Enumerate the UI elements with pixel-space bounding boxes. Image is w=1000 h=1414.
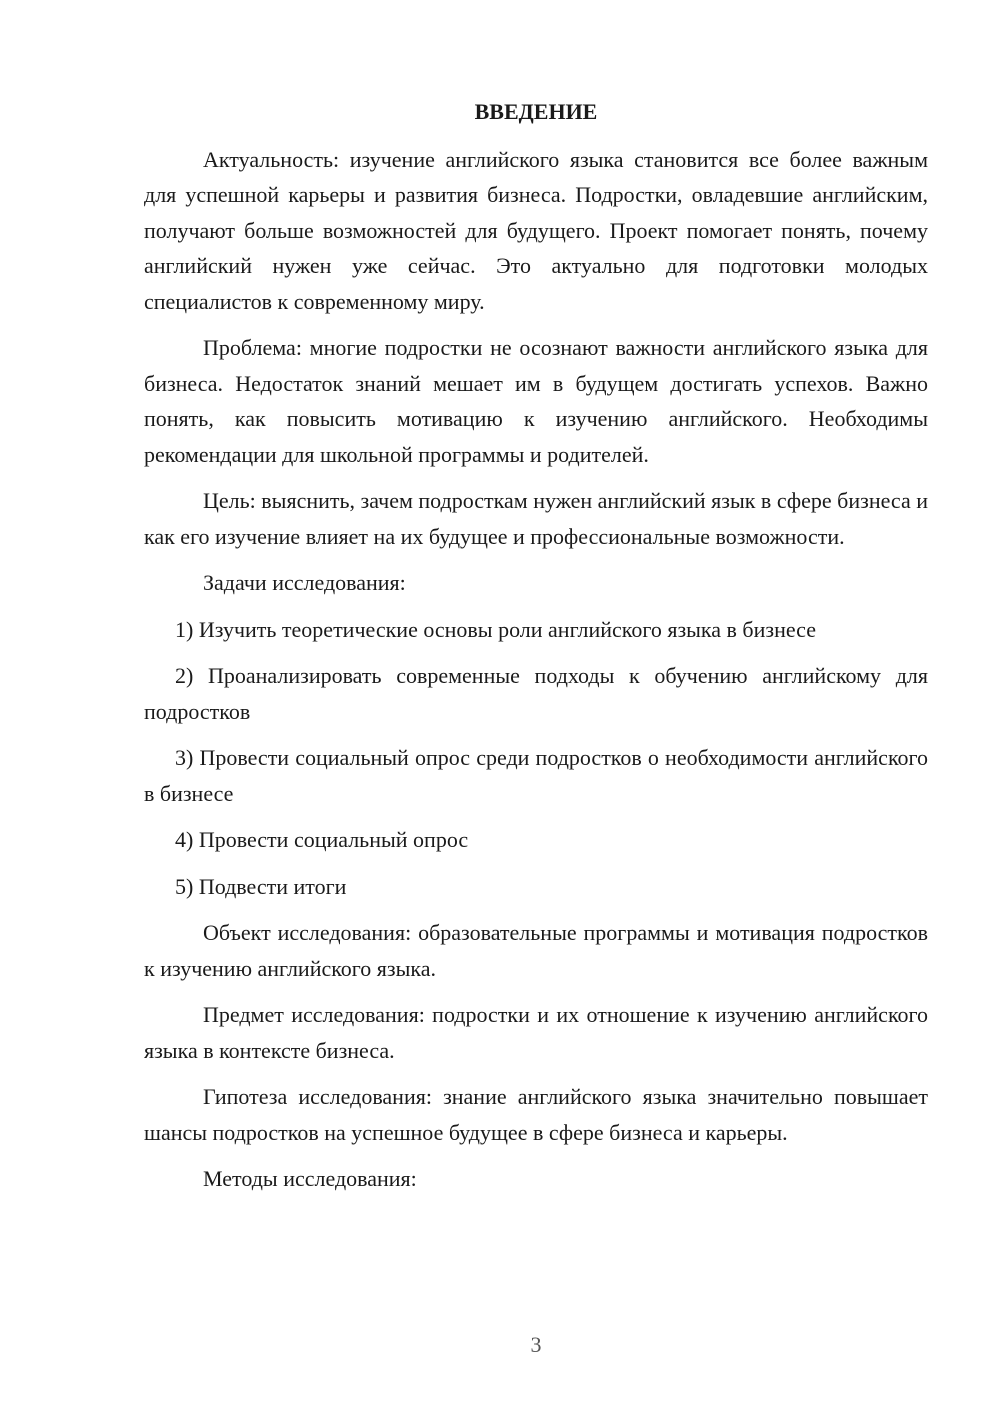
task-item-3: 3) Провести социальный опрос среди подростков о необходимости английского в бизнесе bbox=[144, 745, 928, 806]
paragraph-goal: Цель: выяснить, зачем подросткам нужен английский язык в сфере бизнеса и как его изучение влияет на их будущее и профессиональные возможности. bbox=[144, 488, 928, 549]
paragraph-hypothesis: Гипотеза исследования: знание английского языка значительно повышает шансы подростков на успешное будущее в сфере бизнеса и карьеры. bbox=[144, 1084, 928, 1145]
task-item-2: 2) Проанализировать современные подходы к обучению английскому для подростков bbox=[144, 663, 928, 724]
document-body bbox=[144, 94, 928, 1208]
task-item-4: 4) Провести социальный опрос bbox=[175, 827, 469, 852]
paragraph-problem: Проблема: многие подростки не осознают важности английского языка для бизнеса. Недостаток знаний мешает им в будущем достигать успехов. Важно понять, как повысить мотивацию к изучению английского. Необходимы рекомендации для школьной программы и родителей. bbox=[144, 335, 928, 467]
section-heading: ВВЕДЕНИЕ bbox=[474, 99, 598, 124]
page-number: 3 bbox=[530, 1332, 542, 1357]
paragraph-methods-intro: Методы исследования: bbox=[203, 1166, 417, 1191]
paragraph-object: Объект исследования: образовательные программы и мотивация подростков к изучению английского языка. bbox=[144, 920, 928, 981]
task-item-5: 5) Подвести итоги bbox=[175, 873, 347, 899]
task-item-1: 1) Изучить теоретические основы роли английского языка в бизнесе bbox=[175, 616, 816, 642]
paragraph-relevance: Актуальность: изучение английского языка становится все более важным для успешной карьеры и развития бизнеса. Подростки, овладевшие английским, получают больше возможностей для будущего. Проект помогает понять, почему английский нужен уже сейчас. Это актуально для подготовки молодых специалистов к современному миру. bbox=[144, 146, 928, 314]
paragraph-subject: Предмет исследования: подростки и их отношение к изучению английского языка в контексте бизнеса. bbox=[144, 1002, 928, 1063]
paragraph-tasks-intro: Задачи исследования: bbox=[203, 570, 406, 595]
